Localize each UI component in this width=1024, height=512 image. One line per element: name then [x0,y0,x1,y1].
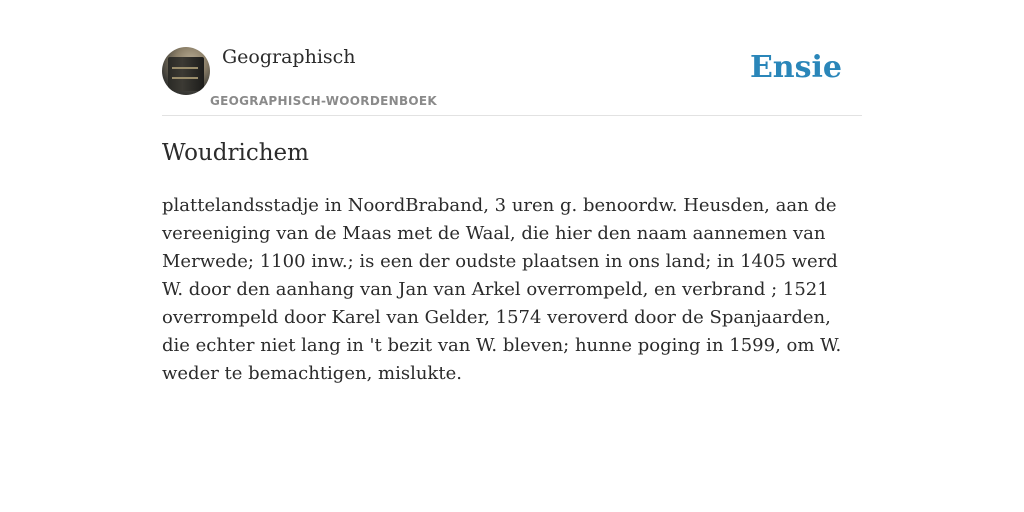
source-subtitle[interactable]: GEOGRAPHISCH-WOORDENBOEK [210,94,437,108]
entry-title: Woudrichem [162,140,309,166]
book-stack-icon [168,57,204,91]
source-avatar[interactable] [162,47,210,95]
source-title[interactable]: Geographisch [222,46,356,68]
source-header [162,0,862,116]
entry-body: plattelandsstadje in NoordBraband, 3 uren g. benoordw. Heusden, aan de vereeniging van de Maas met de Waal, die hier den naam aannemen van Merwede; 1100 inw.; is een der oudste plaatsen in ons land; in 1405 werd W. door den aanhang van Jan van Arkel overrompeld, en verbrand ; 1521 overrompeld door Karel van Gelder, 1574 veroverd door de Spanjaarden, die echter niet lang in 't bezit van W. bleven; hunne poging in 1599, om W. weder te bemachtigen, mislukte. [162,195,842,384]
book-spine-line [172,77,198,79]
book-spine-line [172,67,198,69]
ensie-logo[interactable]: Ensie [749,50,842,85]
